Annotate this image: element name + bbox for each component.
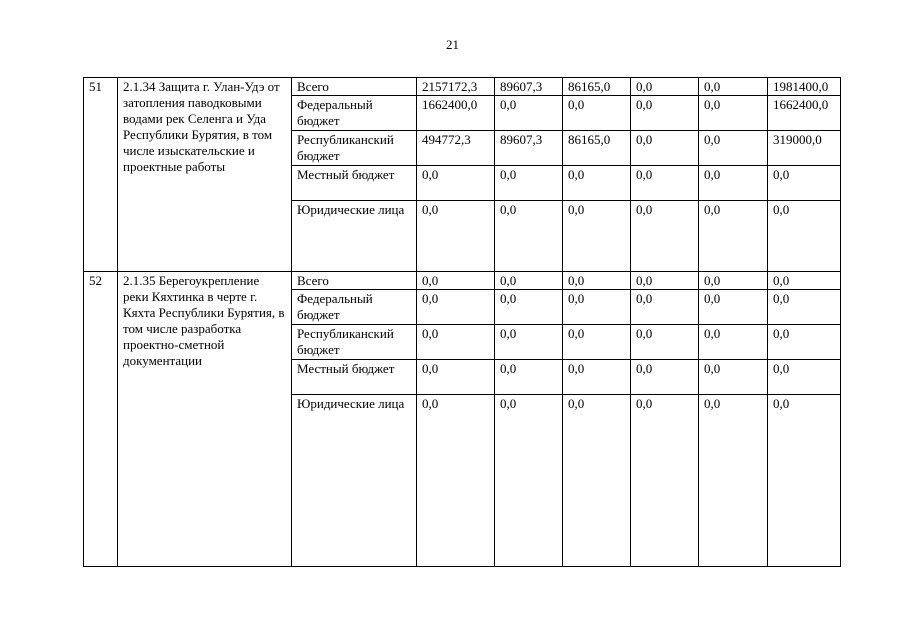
value-cell: 0,0	[631, 272, 699, 290]
value-cell: 0,0	[768, 360, 841, 395]
value-cell: 0,0	[631, 360, 699, 395]
value-cell: 0,0	[417, 395, 495, 567]
value-cell: 0,0	[417, 166, 495, 201]
value-cell: 0,0	[699, 290, 768, 325]
value-cell: 0,0	[768, 201, 841, 272]
value-cell: 0,0	[699, 201, 768, 272]
funding-source: Всего	[292, 78, 417, 96]
value-cell: 0,0	[417, 360, 495, 395]
value-cell: 0,0	[495, 96, 563, 131]
value-cell: 494772,3	[417, 131, 495, 166]
value-cell: 89607,3	[495, 131, 563, 166]
value-cell: 0,0	[417, 201, 495, 272]
value-cell: 0,0	[631, 290, 699, 325]
value-cell: 0,0	[495, 272, 563, 290]
value-cell: 0,0	[417, 272, 495, 290]
value-cell: 0,0	[495, 395, 563, 567]
value-cell: 0,0	[768, 395, 841, 567]
funding-source: Федеральный бюджет	[292, 96, 417, 131]
funding-source: Юридические лица	[292, 395, 417, 567]
value-cell: 0,0	[699, 360, 768, 395]
value-cell: 0,0	[563, 272, 631, 290]
value-cell: 0,0	[631, 325, 699, 360]
value-cell: 0,0	[563, 325, 631, 360]
value-cell: 319000,0	[768, 131, 841, 166]
budget-table	[83, 77, 841, 567]
value-cell: 0,0	[699, 395, 768, 567]
funding-source: Юридические лица	[292, 201, 417, 272]
row-number: 52	[84, 272, 118, 567]
value-cell: 0,0	[699, 131, 768, 166]
value-cell: 0,0	[563, 96, 631, 131]
value-cell: 0,0	[631, 96, 699, 131]
value-cell: 0,0	[768, 290, 841, 325]
row-number: 51	[84, 78, 118, 272]
table-row	[84, 78, 841, 96]
value-cell: 0,0	[631, 395, 699, 567]
value-cell: 0,0	[495, 360, 563, 395]
funding-source: Местный бюджет	[292, 166, 417, 201]
value-cell: 0,0	[495, 290, 563, 325]
activity-name: 2.1.34 Защита г. Улан-Удэ от затопления паводковыми водами рек Селенга и Уда Республики Бурятия, в том числе изыскательские и проектные работы	[118, 78, 292, 272]
value-cell: 0,0	[631, 201, 699, 272]
value-cell: 0,0	[563, 290, 631, 325]
funding-source: Всего	[292, 272, 417, 290]
funding-source: Местный бюджет	[292, 360, 417, 395]
value-cell: 0,0	[631, 78, 699, 96]
activity-name: 2.1.35 Берегоукрепление реки Кяхтинка в черте г. Кяхта Республики Бурятия, в том числе разработка проектно-сметной документации	[118, 272, 292, 567]
value-cell: 0,0	[563, 166, 631, 201]
funding-source: Республиканский бюджет	[292, 131, 417, 166]
value-cell: 0,0	[699, 78, 768, 96]
value-cell: 0,0	[563, 395, 631, 567]
value-cell: 0,0	[495, 166, 563, 201]
value-cell: 0,0	[699, 166, 768, 201]
value-cell: 86165,0	[563, 78, 631, 96]
table-row	[84, 272, 841, 290]
value-cell: 0,0	[768, 166, 841, 201]
value-cell: 0,0	[699, 272, 768, 290]
value-cell: 0,0	[631, 131, 699, 166]
value-cell: 0,0	[768, 325, 841, 360]
value-cell: 0,0	[417, 325, 495, 360]
value-cell: 0,0	[631, 166, 699, 201]
page-number: 21	[446, 37, 459, 52]
value-cell: 0,0	[699, 325, 768, 360]
value-cell: 89607,3	[495, 78, 563, 96]
value-cell: 0,0	[563, 360, 631, 395]
value-cell: 1662400,0	[768, 96, 841, 131]
value-cell: 1981400,0	[768, 78, 841, 96]
value-cell: 0,0	[417, 290, 495, 325]
funding-source: Федеральный бюджет	[292, 290, 417, 325]
value-cell: 0,0	[699, 96, 768, 131]
value-cell: 86165,0	[563, 131, 631, 166]
value-cell: 1662400,0	[417, 96, 495, 131]
value-cell: 0,0	[495, 325, 563, 360]
value-cell: 0,0	[495, 201, 563, 272]
value-cell: 0,0	[768, 272, 841, 290]
value-cell: 2157172,3	[417, 78, 495, 96]
funding-source: Республиканский бюджет	[292, 325, 417, 360]
value-cell: 0,0	[563, 201, 631, 272]
